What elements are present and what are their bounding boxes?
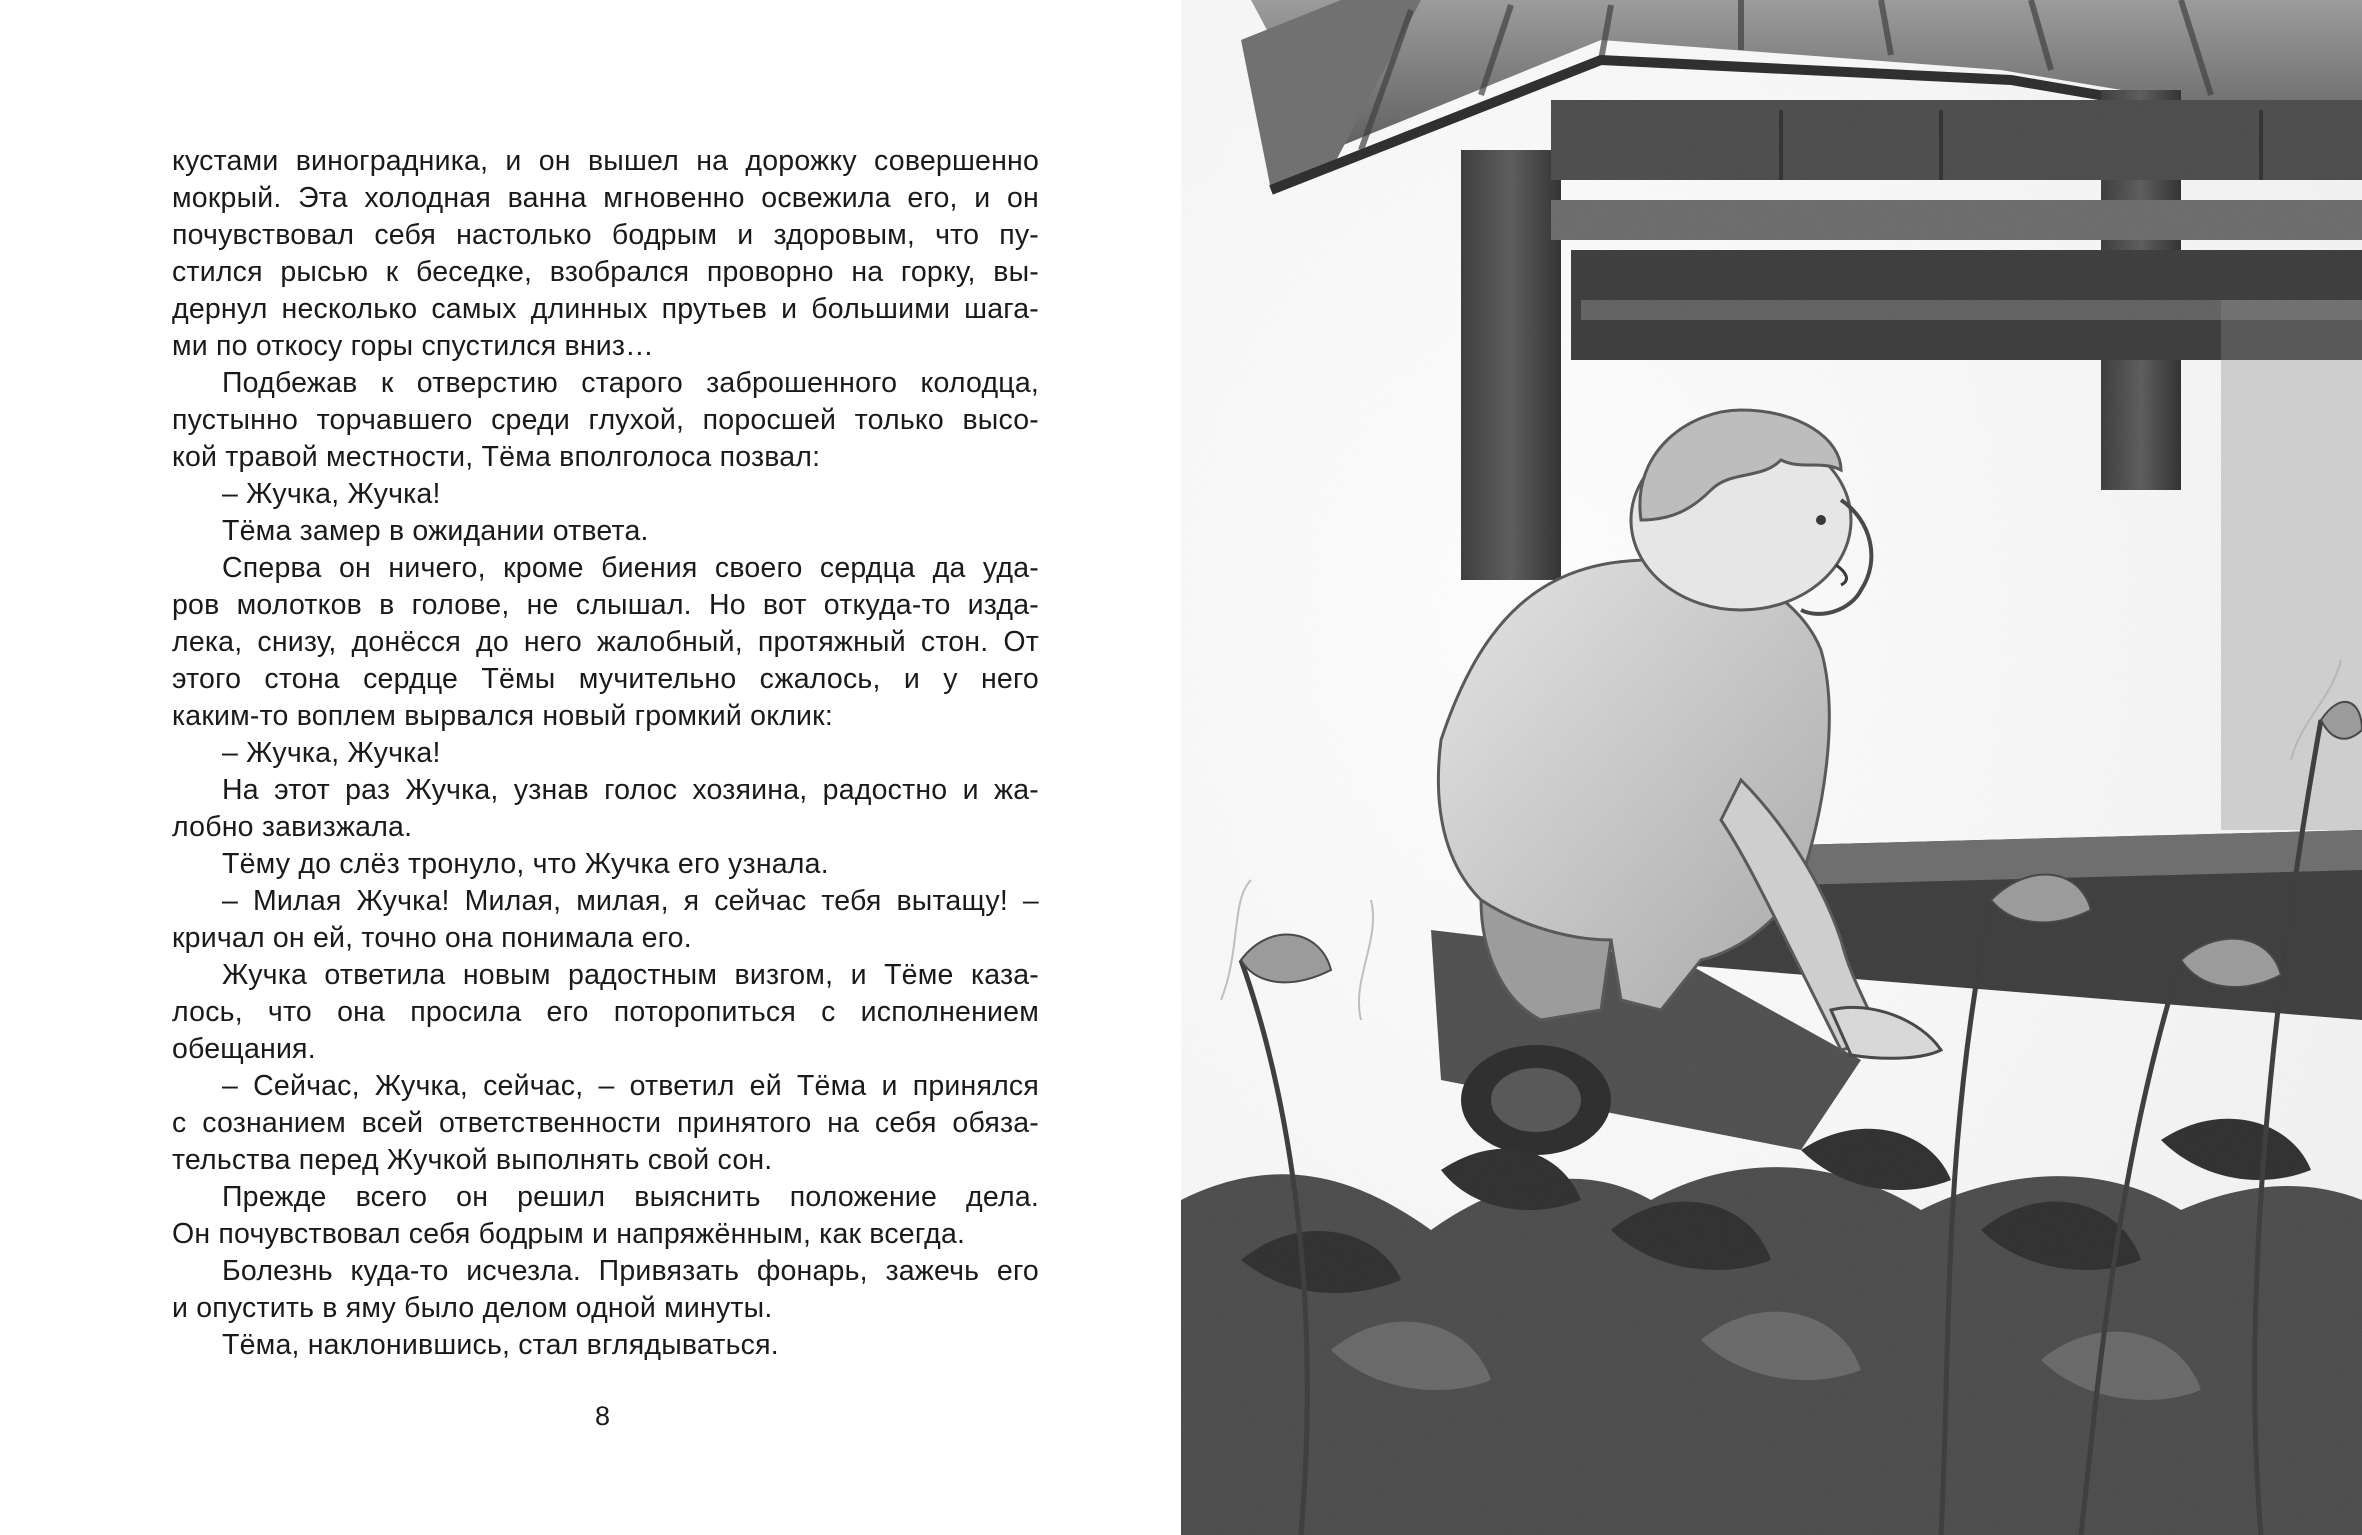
text-line: ров молотков в голове, не слышал. Но вот откуда-то изда- [172,589,1039,621]
text-line: с сознанием всей ответственности принятого на себя обяза- [172,1107,1039,1139]
text-line: дернул несколько самых длинных прутьев и большими шага- [172,293,1039,325]
text-line: Тёму до слёз тронуло, что Жучка его узнала. [222,848,829,880]
text-line: Он почувствовал себя бодрым и напряжённым, как всегда. [172,1218,966,1250]
text-line: Тёма, наклонившись, стал вглядываться. [222,1329,779,1361]
pencil-texture [1181,0,2362,1535]
body-text [172,143,1039,1364]
text-line: кричал он ей, точно она понимала его. [172,922,692,954]
text-line: Тёма замер в ожидании ответа. [222,515,649,547]
text-line: кой травой местности, Тёма вполголоса позвал: [172,441,821,473]
text-line: лось, что она просила его поторопиться с исполнением [172,996,1039,1028]
illustration [1181,0,2362,1535]
text-line: этого стона сердце Тёмы мучительно сжалось, и у него [172,663,1039,695]
illustration-drawing [1181,0,2362,1535]
text-line: и опустить в яму было делом одной минуты. [172,1292,773,1324]
text-line: мокрый. Эта холодная ванна мгновенно освежила его, и он [172,182,1039,214]
text-line: лобно завизжала. [172,811,413,843]
text-line: – Жучка, Жучка! [222,478,441,510]
text-line: пустынно торчавшего среди глухой, поросшей только высо- [172,404,1039,436]
text-line: обещания. [172,1033,316,1065]
text-line: ми по откосу горы спустился вниз… [172,330,654,362]
text-line: лека, снизу, донёсся до него жалобный, протяжный стон. От [172,626,1039,658]
text-line: Подбежав к отверстию старого заброшенного колодца, [222,367,1039,399]
text-line: Болезнь куда-то исчезла. Привязать фонарь, зажечь его [222,1255,1039,1287]
page-number: 8 [594,1401,611,1431]
text-line: На этот раз Жучка, узнав голос хозяина, радостно и жа- [222,774,1039,806]
text-line: – Жучка, Жучка! [222,737,441,769]
text-line: Прежде всего он решил выяснить положение дела. [222,1181,1039,1213]
text-line: кустами виноградника, и он вышел на дорожку совершенно [172,145,1039,177]
text-line: Сперва он ничего, кроме биения своего сердца да уда- [222,552,1039,584]
text-line: – Милая Жучка! Милая, милая, я сейчас тебя вытащу! – [222,885,1039,917]
text-line: каким-то воплем вырвался новый громкий оклик: [172,700,833,732]
text-line: – Сейчас, Жучка, сейчас, – ответил ей Тёма и принялся [222,1070,1039,1102]
text-line: тельства перед Жучкой выполнять свой сон. [172,1144,773,1176]
text-line: почувствовал себя настолько бодрым и здоровым, что пу- [172,219,1039,251]
text-line: Жучка ответила новым радостным визгом, и Тёме каза- [222,959,1039,991]
text-line: стился рысью к беседке, взобрался проворно на горку, вы- [172,256,1039,288]
